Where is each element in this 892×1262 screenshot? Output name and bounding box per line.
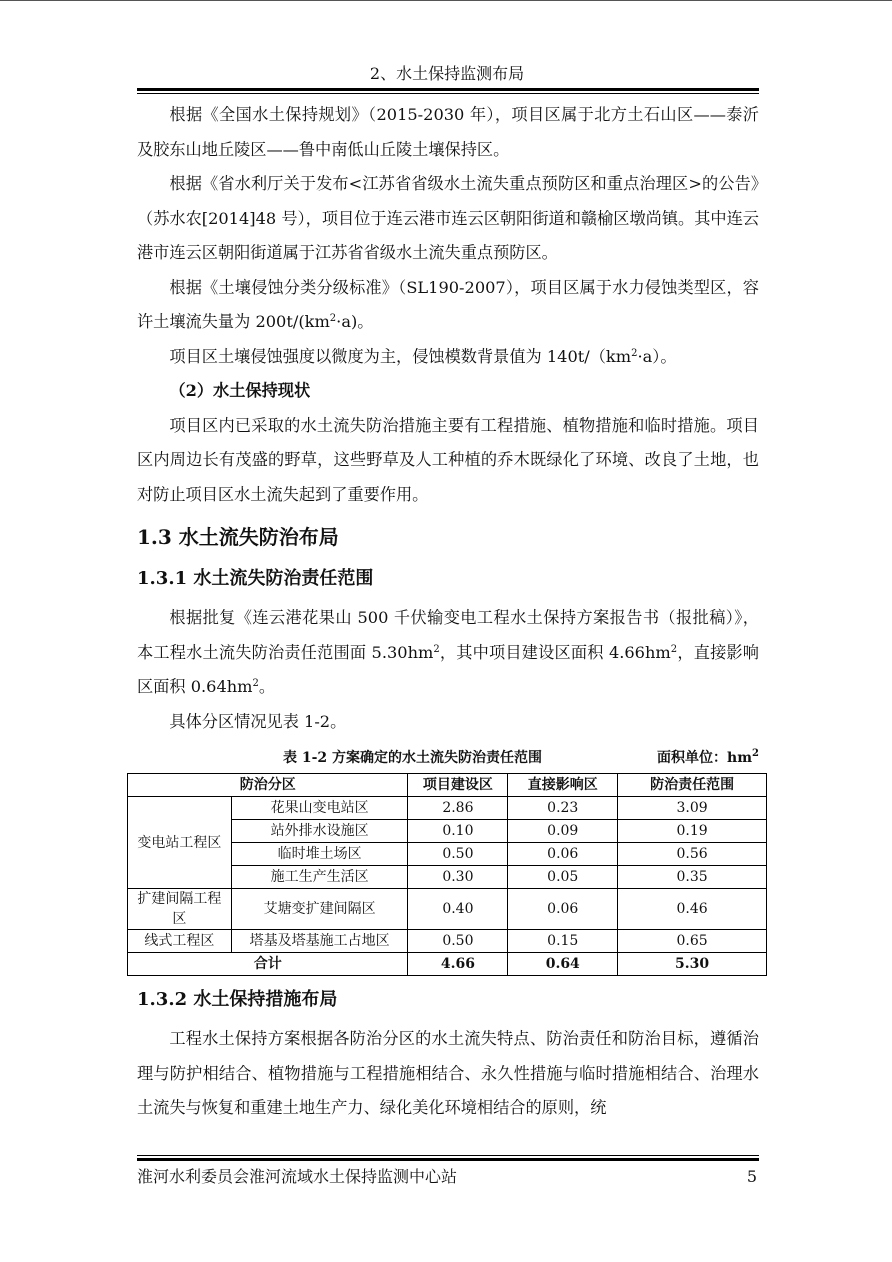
table-row (128, 930, 767, 953)
value-cell: 0.19 (618, 820, 767, 843)
content (137, 98, 759, 1126)
footer-rule (137, 1155, 759, 1161)
table-header-row (128, 774, 767, 797)
running-header: 2、水土保持监测布局 (369, 64, 525, 83)
total-value-cell: 4.66 (408, 953, 508, 976)
value-cell: 0.65 (618, 930, 767, 953)
value-cell: 0.30 (408, 866, 508, 889)
sub-zone-cell: 临时堆土场区 (231, 843, 408, 866)
header-total: 防治责任范围 (618, 774, 767, 797)
total-label-cell: 合计 (128, 953, 408, 976)
header-rule (137, 88, 759, 94)
header-direct: 直接影响区 (508, 774, 618, 797)
table-caption (137, 743, 759, 773)
section-heading: 1.3 水土流失防治布局 (137, 525, 339, 549)
group-cell: 扩建间隔工程区 (128, 889, 232, 930)
value-cell: 0.50 (408, 930, 508, 953)
value-cell: 0.09 (508, 820, 618, 843)
paragraph: 项目区土壤侵蚀强度以微度为主，侵蚀模数背景值为 $140t/(km^2\cdot a)$。 (169, 346, 677, 366)
responsibility-table (127, 773, 767, 976)
paragraph: 工程水土保持方案根据各防治分区的水土流失特点、防治责任和防治目标，遵循治理与防护相结合、植物措施与工程措施相结合、永久性措施与临时措施相结合、治理水土流失与恢复和重建土地生产力、绿化美化环境相结合的原则，统 (137, 1029, 759, 1117)
paragraph: 根据《省水利厅关于发布<江苏省省级水土流失重点预防区和重点治理区>的公告》（苏水农[2014]48 号），项目位于连云港市连云区朝阳街道和赣榆区墩尚镇。其中连云港市连云区朝阳街道属于江苏省省级水土流失重点预防区。 (137, 174, 759, 262)
table-unit: 面积单位：$hm^2$ (657, 748, 759, 766)
value-cell: 0.06 (508, 843, 618, 866)
value-cell: 0.10 (408, 820, 508, 843)
value-cell: 0.05 (508, 866, 618, 889)
value-cell: 0.46 (618, 889, 767, 930)
table-total-row (128, 953, 767, 976)
paragraph: 具体分区情况见表 1-2。 (169, 711, 347, 731)
table-row (128, 889, 767, 930)
sub-zone-cell: 施工生产生活区 (231, 866, 408, 889)
value-cell: 0.50 (408, 843, 508, 866)
table-title: 表 1-2 方案确定的水土流失防治责任范围 (283, 750, 543, 766)
sub-zone-cell: 站外排水设施区 (231, 820, 408, 843)
sub-zone-cell: 花果山变电站区 (231, 797, 408, 820)
scan-top-edge (0, 0, 892, 1)
value-cell: 0.40 (408, 889, 508, 930)
total-value-cell: 0.64 (508, 953, 618, 976)
table-row (128, 797, 767, 820)
page-number: 5 (746, 1167, 757, 1186)
value-cell: 0.35 (618, 866, 767, 889)
total-value-cell: 5.30 (618, 953, 767, 976)
sub-zone-cell: 塔基及塔基施工占地区 (231, 930, 408, 953)
sub-zone-cell: 艾塘变扩建间隔区 (231, 889, 408, 930)
footer-organization: 淮河水利委员会淮河流域水土保持监测中心站 (137, 1167, 458, 1186)
value-cell: 0.06 (508, 889, 618, 930)
sub-heading: （2）水土保持现状 (169, 381, 311, 400)
group-cell: 变电站工程区 (128, 797, 232, 889)
header-build: 项目建设区 (408, 774, 508, 797)
value-cell: 2.86 (408, 797, 508, 820)
paragraph: 根据《全国水土保持规划》（2015-2030 年），项目区属于北方土石山区——泰沂及胶东山地丘陵区——鲁中南低山丘陵土壤保持区。 (137, 105, 759, 159)
header-zone: 防治分区 (128, 774, 408, 797)
value-cell: 3.09 (618, 797, 767, 820)
value-cell: 0.56 (618, 843, 767, 866)
paragraph: 根据《土壤侵蚀分类分级标准》（SL190-2007），项目区属于水力侵蚀类型区，容许土壤流失量为 $200t/(km^2\cdot a)$。 (137, 277, 759, 331)
paragraph: 项目区内已采取的水土流失防治措施主要有工程措施、植物措施和临时措施。项目区内周边长有茂盛的野草，这些野草及人工种植的乔木既绿化了环境、改良了土地，也对防止项目区水土流失起到了重要作用。 (137, 415, 759, 504)
value-cell: 0.15 (508, 930, 618, 953)
subsection-heading: 1.3.1 水土流失防治责任范围 (137, 568, 374, 589)
group-cell: 线式工程区 (128, 930, 232, 953)
paragraph: 根据批复《连云港花果山 500 千伏输变电工程水土保持方案报告书（报批稿）》，本工程水土流失防治责任范围面 $5.30hm^2$，其中项目建设区面积 $4.66hm^2$，直接影响区面积 $0.64hm^2$。 (137, 608, 759, 696)
subsection-heading: 1.3.2 水土保持措施布局 (137, 989, 338, 1010)
value-cell: 0.23 (508, 797, 618, 820)
